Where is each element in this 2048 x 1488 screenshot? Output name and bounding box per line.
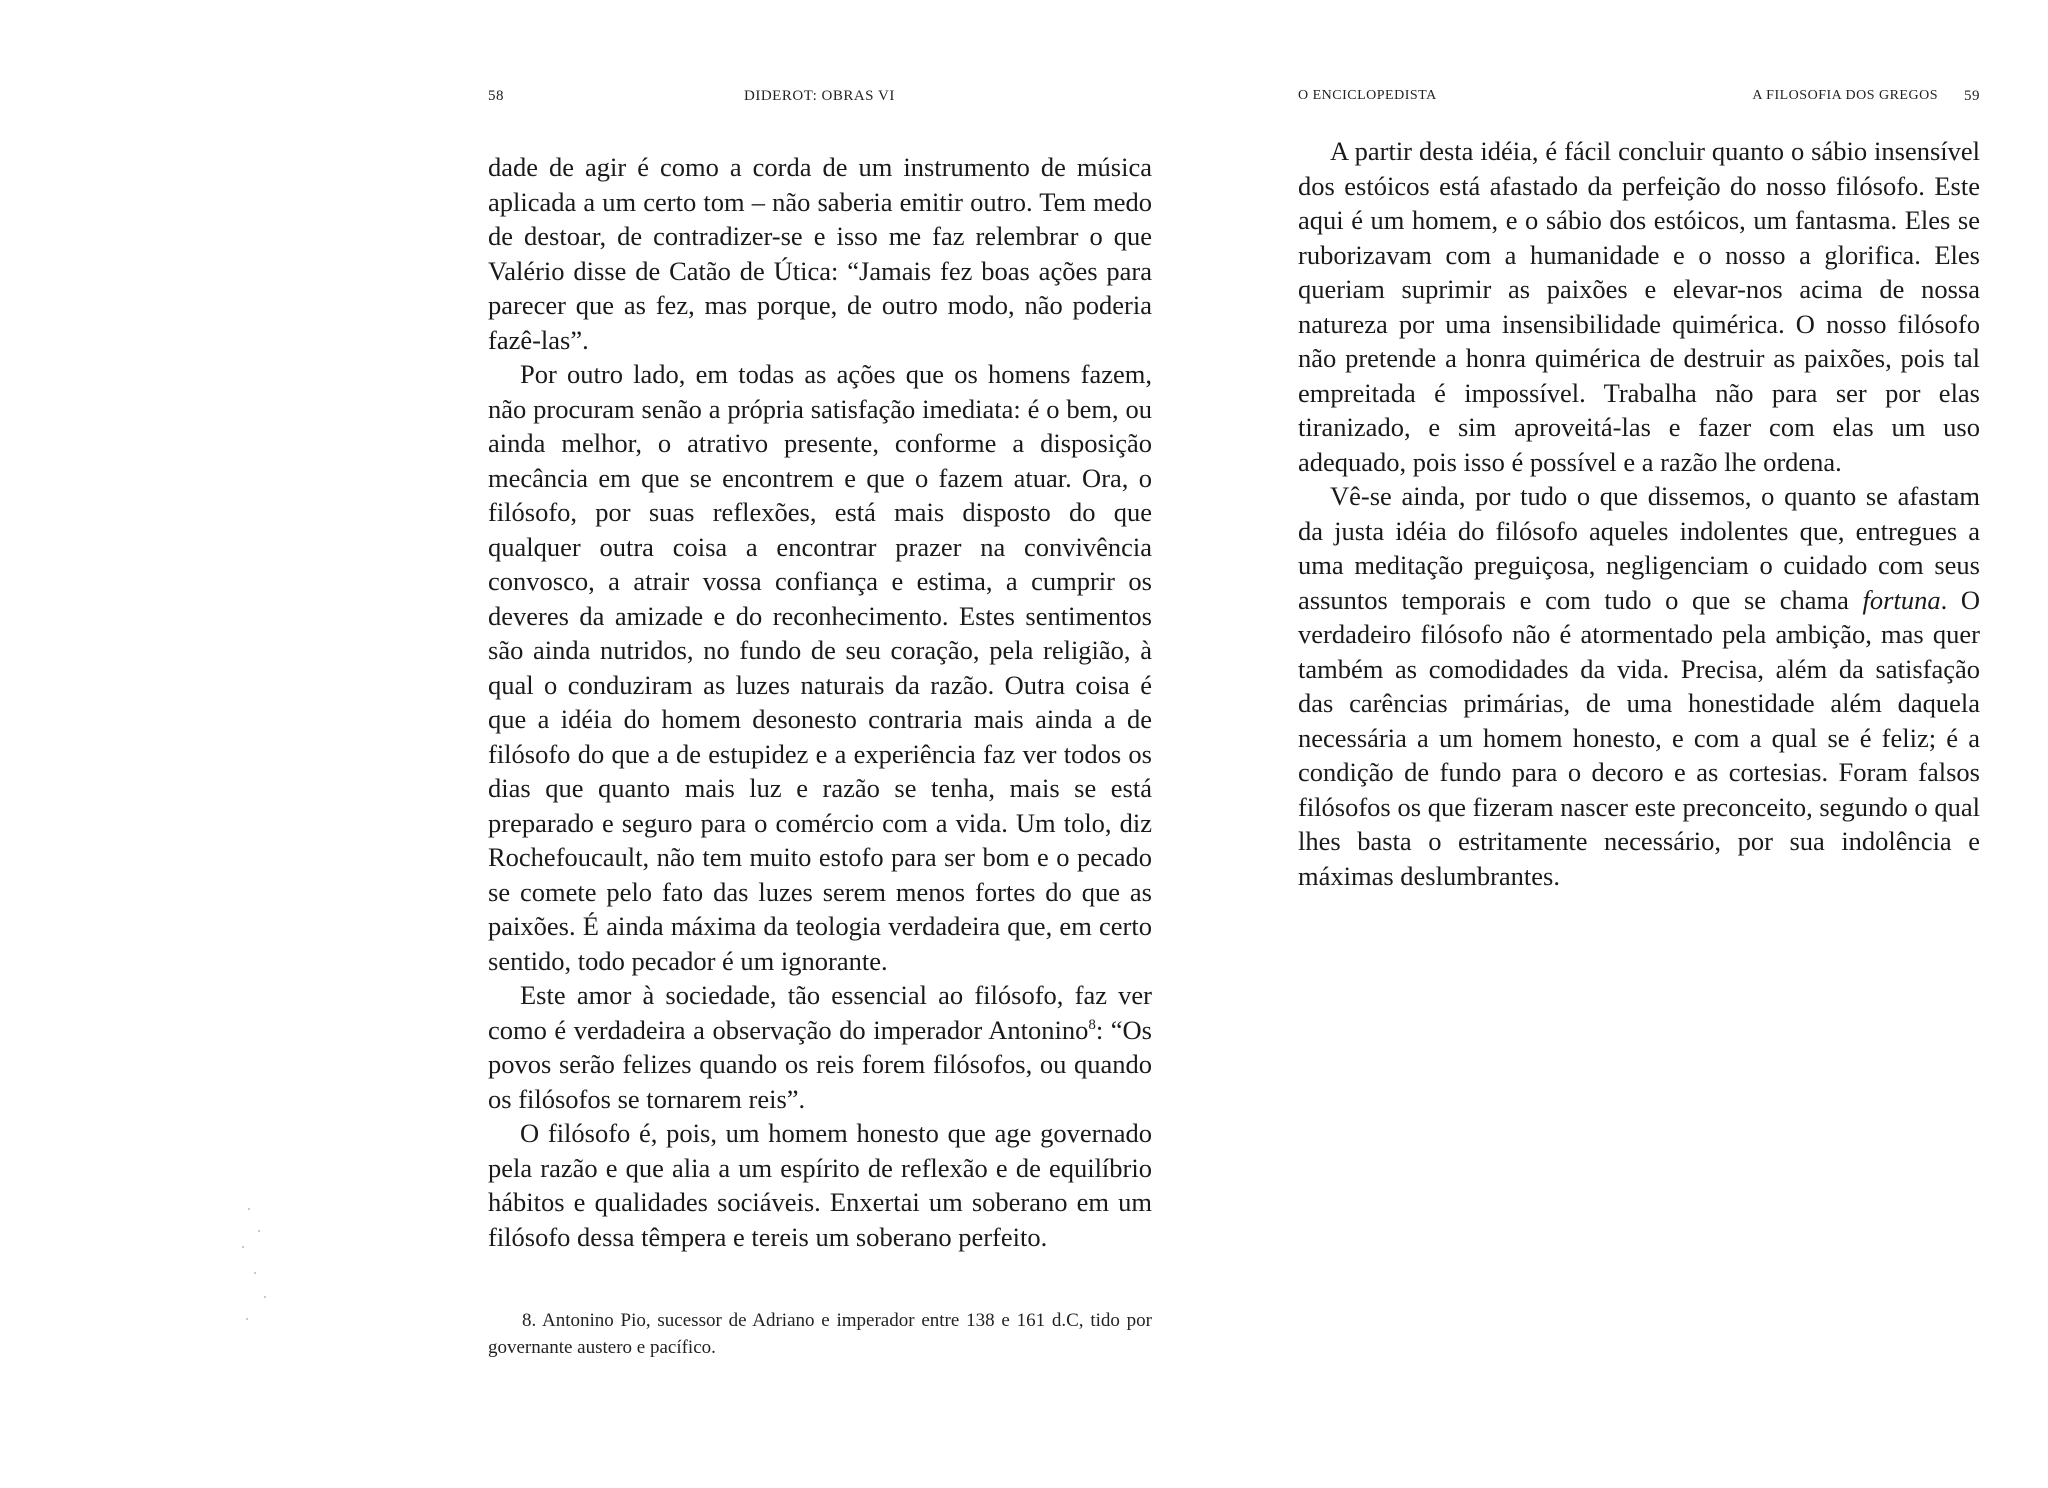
paragraph-text: Vê-se ainda, por tudo o que dissemos, o quanto se afastam da justa idéia do filósofo aqueles indolentes que, entregues a uma meditação preguiçosa, negligenciam o cuidado com seus assuntos temporais e com tudo o que se chama — [1298, 481, 1980, 615]
chapter-title: A FILOSOFIA DOS GREGOS — [1752, 88, 1938, 103]
scan-specks — [236, 1200, 276, 1340]
section-title: O ENCICLOPEDISTA — [1298, 88, 1437, 103]
footnote-marker: 8 — [1088, 1016, 1096, 1033]
left-running-head — [488, 88, 1152, 114]
right-body-text — [1298, 134, 1980, 893]
paragraph: Por outro lado, em todas as ações que os homens fazem, não procuram senão a própria satisfação imediata: é o bem, ou ainda melhor, o atrativo presente, conforme a disposição mecância em que se encontrem e que o fazem atuar. Ora, o filósofo, por suas reflexões, está mais disposto do que qualquer outra coisa a encontrar prazer na convivência convosco, a atrair vossa confiança e estima, a cumprir os deveres da amizade e do reconhecimento. Estes sentimentos são ainda nutridos, no fundo de seu coração, pela religião, à qual o conduziram as luzes naturais da razão. Outra coisa é que a idéia do homem desonesto contraria mais ainda a de filósofo do que a de estupidez e a experiência faz ver todos os dias que quanto mais luz e razão se tenha, mais se está preparado e seguro para o comércio com a vida. Um tolo, diz Rochefoucault, não tem muito estofo para ser bom e o pecado se comete pelo fato das luzes serem menos fortes do que as paixões. É ainda máxima da teologia verdadeira que, em certo sentido, todo pecador é um ignorante. — [488, 359, 1152, 976]
paragraph: A partir desta idéia, é fácil concluir quanto o sábio insensível dos estóicos está afastado da perfeição do nosso filósofo. Este aqui é um homem, e o sábio dos estóicos, um fantasma. Eles se ruborizavam com a humanidade e o nosso a glorifica. Eles queriam suprimir as paixões e elevar-nos acima de nossa natureza por uma insensibilidade quimérica. O nosso filósofo não pretende a honra quimérica de destruir as paixões, pois tal empreitada é impossível. Trabalha não para ser por elas tiranizado, e sim aproveitá-las e fazer com elas um uso adequado, pois isso é possível e a razão lhe ordena. — [1298, 136, 1980, 477]
paragraph — [1298, 479, 1980, 893]
paragraph-text: Este amor à sociedade, tão essencial ao filósofo, faz ver como é verdadeira a observação do imperador Antonino — [488, 980, 1152, 1045]
paragraph: O filósofo é, pois, um homem honesto que age governado pela razão e que alia a um espírito de reflexão e de equilíbrio hábitos e qualidades sociáveis. Enxertai um soberano em um filósofo dessa têmpera e tereis um soberano perfeito. — [488, 1118, 1152, 1252]
page-number: 59 — [1964, 88, 1980, 104]
italic-term: fortuna — [1862, 584, 1941, 615]
paragraph — [488, 978, 1152, 1116]
page-number: 58 — [488, 88, 504, 104]
paragraph-text: . O verdadeiro filósofo não é atormentado pela ambição, mas quer também as comodidades da vida. Precisa, além da satisfação das carências primárias, de uma honestidade além daquela necessária a um homem honesto, e com a qual se é feliz; é a condição de fundo para o decoro e as cortesias. Foram falsos filósofos os que fizeram nascer este preconceito, segundo o qual lhes basta o estritamente necessário, por sua indolência e máximas deslumbrantes. — [1298, 584, 1981, 891]
footnote: 8. Antonino Pio, sucessor de Adriano e imperador entre 138 e 161 d.C, tido por governante austero e pacífico. — [488, 1310, 1152, 1358]
left-body-text — [488, 150, 1152, 1254]
paragraph: dade de agir é como a corda de um instrumento de música aplicada a um certo tom – não saberia emitir outro. Tem medo de destoar, de contradizer-se e isso me faz relembrar o que Valério disse de Catão de Útica: “Jamais fez boas ações para parecer que as fez, mas porque, de outro modo, não poderia fazê-las”. — [488, 152, 1152, 355]
right-running-head — [1298, 88, 1980, 114]
paragraph-text: : “Os povos serão felizes quando os reis forem filósofos, ou quando os filósofos se tornarem reis”. — [488, 1014, 1152, 1114]
running-title: DIDEROT: OBRAS VI — [744, 88, 895, 104]
